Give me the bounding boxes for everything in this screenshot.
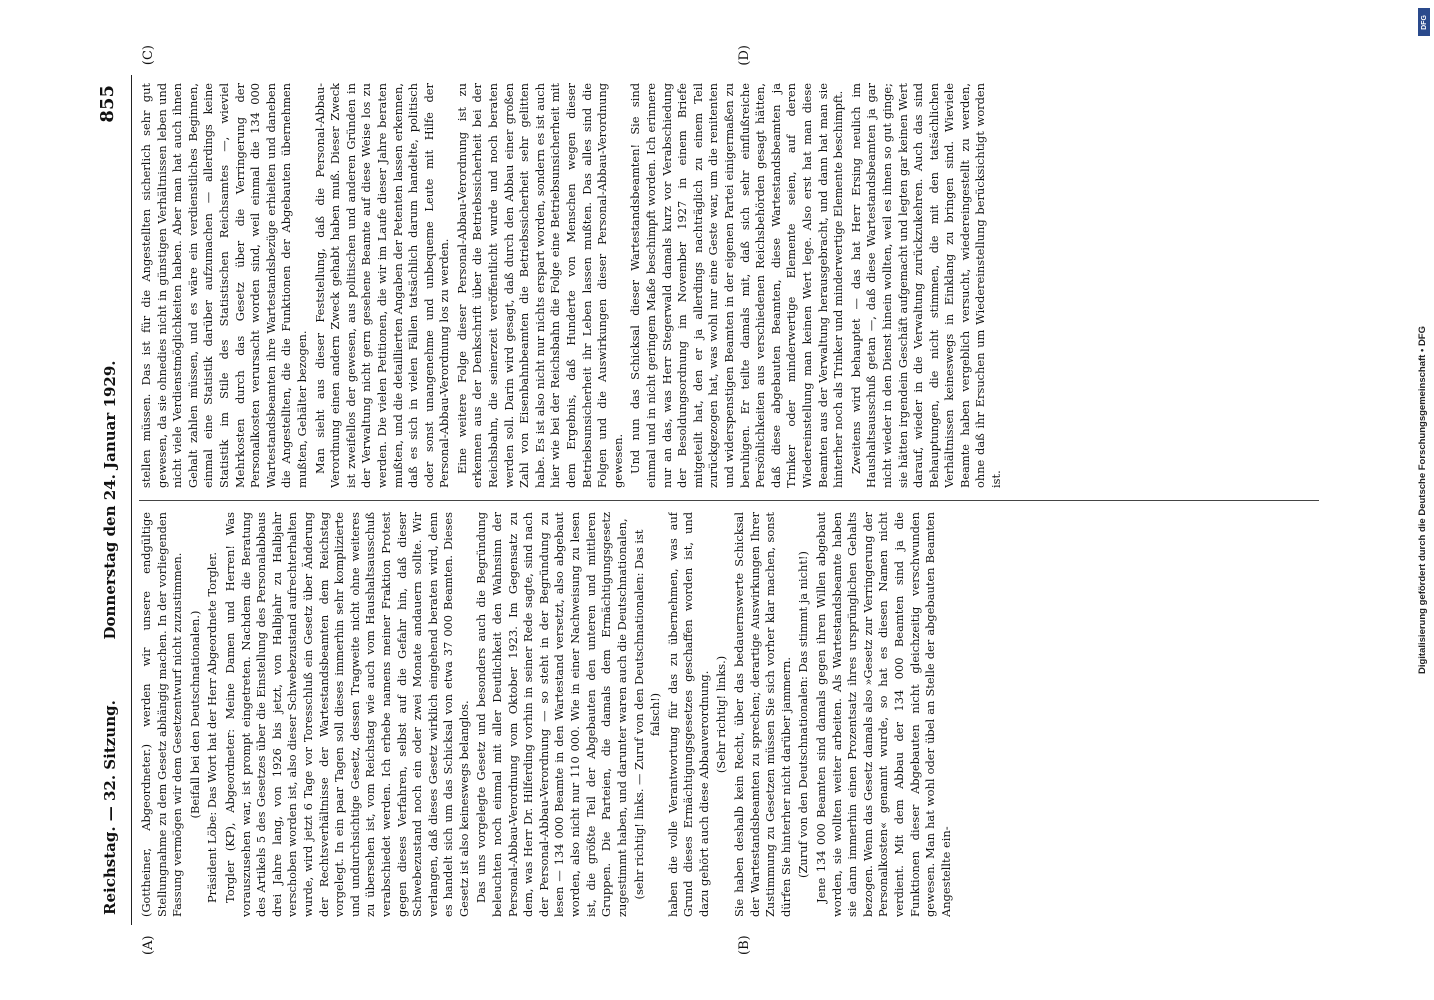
left-column — [139, 512, 1329, 917]
header-date: Donnerstag den 24. Januar 1929. — [101, 360, 119, 640]
paragraph: Man sieht aus dieser Feststellung, daß die Personal-Abbau-Verordnung einen andern Zweck gehabt haben muß. Dieser Zweck ist zweifellos der gewesen, aus politischen und anderen Gründen in der Verwaltung nicht gern gesehene Beamte auf diese Weise los zu werden. Die vielen Petitionen, die wir im Laufe dieser Jahre beraten mußten, und die detaillierten Angaben der Petenten lassen erkennen, daß es sich in vielen Fällen tatsächlich darum handelte, politisch oder sonst unangenehme und unbequeme Leute mit Hilfe der Personal-Abbau-Verordnung los zu werden. — [312, 83, 452, 488]
paragraph: Jene 134 000 Beamten sind damals gegen ihren Willen abgebaut worden, sie wollten weiter arbeiten. Als Wartestandsbeamte haben sie dann immerhin einen Prozentsatz ihres ursprünglichen Gehalts bezogen. Wenn das Gesetz damals also »Gesetz zur Verringerung der Personalkosten« genannt wurde, so hat es diesen Namen nicht verdient. Mit dem Abbau der 134 000 Beamten sind ja die Funktionen dieser Abgebauten nicht gleichzeitig verschwunden gewesen. Man hat wohl oder übel an Stelle der abgebauten Beamten Angestellte ein- — [813, 512, 953, 917]
paragraph: Eine weitere Folge dieser Personal-Abbau-Verordnung ist zu erkennen aus der Denkschrift über die Betriebssicherheit bei der Reichsbahn, die seinerzeit veröffentlicht wurde und noch beraten werden soll. Darin wird gesagt, daß durch den Abbau einer großen Zahl von Eisenbahnbeamten die Betriebssicherheit sehr gelitten habe. Es ist also nicht nur nichts erspart worden, sondern es ist auch hier wie bei der Reichsbahn die Folge eine Betriebsunsicherheit mit dem Ergebnis, daß Hunderte von Menschen wegen dieser Betriebsunsicherheit ihr Leben lassen mußten. Das alles sind die Folgen und die Auswirkungen dieser Personal-Abbau-Verordnung gewesen. — [454, 83, 625, 488]
rotated-page — [97, 45, 1337, 955]
interjection: (Zuruf von den Deutschnationalen: Das stimmt ja nicht!) — [796, 551, 811, 878]
margin-marker-a: (A) — [141, 935, 156, 955]
paragraph: (Gottheiner, Abgeordneter.) werden wir unsere endgültige Stellungnahme zu dem Gesetz abhängig machen. In der vorliegenden Fassung vermögen wir dem Gesetzentwurf nicht zuzustimmen. — [139, 512, 185, 917]
margin-marker-d: (D) — [737, 45, 752, 66]
interjection: (Beifall bei den Deutschnationalen.) — [187, 610, 202, 819]
dfg-logo-text: DFG — [1420, 14, 1428, 30]
paragraph: Sie haben deshalb kein Recht, über das bedauernswerte Schicksal der Wartestandsbeamten zu sprechen; derartige Auswirkungen Ihrer Zustimmung zu Gesetzen müssen Sie sich vorher klar machen, sonst dürfen Sie hinterher nicht darüber jammern. — [731, 512, 793, 917]
digitization-note: Digitalisierung gefördert durch die Deutsche Forschungsgemeinschaft • DFG — [1417, 325, 1428, 675]
paragraph: stellen müssen. Das ist für die Angestellten sicherlich sehr gut gewesen, da sie ohnedies nicht in günstigen Verhältnissen leben und nicht viele Verdienstmöglichkeiten haben. Aber man hat auch ihnen Gehalt zahlen müssen, und es wäre ein verdienstliches Beginnen, einmal eine Statistik darüber aufzumachen — allerdings keine Statistik im Stile des Statistischen Reichsamtes —, wieviel Mehrkosten durch das Gesetz über die Verringerung der Personalkosten verursacht worden sind, weil einmal die 134 000 Wartestandsbeamten ihre Wartestandsbezüge erhielten und daneben die Angestellten, die die Funktionen der Abgebauten übernehmen mußten, Gehälter bezogen. — [139, 83, 309, 488]
paragraph: Zweitens wird behauptet — das hat Herr Ersing neulich im Haushaltsausschuß getan —, daß diese Wartestandsbeamten ja gar nicht wieder in den Dienst hinein wollten, weil es ihnen so gut ginge; sie hätten irgendein Geschäft aufgemacht und legten gar keinen Wert darauf, wieder in die Verwaltung zurückzukehren. Auch das sind Behauptungen, die nicht stimmen, die mit den tatsächlichen Verhältnissen keineswegs in Einklang zu bringen sind. Wieviele Beamte haben vergeblich versucht, wiedereingestellt zu werden, ohne daß ihr Ersuchen um Wiedereinstellung berücksichtigt worden ist. — [848, 83, 1004, 488]
header-rule — [131, 75, 132, 925]
dfg-logo-icon — [1418, 8, 1430, 36]
interjection: (sehr richtig! links. — Zuruf von den Deutschnationalen: Das ist falsch!) — [632, 529, 662, 900]
page-number: 855 — [97, 85, 118, 123]
paragraph: Präsident Löbe: Das Wort hat der Herr Abgeordnete Torgler. — [205, 552, 220, 903]
margin-marker-c: (C) — [141, 45, 156, 66]
margin-marker-b: (B) — [737, 935, 752, 955]
paragraph: Das uns vorgelegte Gesetz und besonders auch die Begründung beleuchten noch einmal mit aller Deutlichkeit den Wahnsinn der Personal-Abbau-Verordnung vom Oktober 1923. Im Gegensatz zu dem, was Herr Dr. Hilferding vorhin in seiner Rede sagte, sind nach der Personal-Abbau-Verordnung — so steht in der Begründung zu lesen — 134 000 Beamte in den Wartestand versetzt, also abgebaut worden, also nicht nur 110 000. Wie in einer Nachweisung zu lesen ist, die größte Teil der Abgebauten den unteren und mittleren Gruppen. Die Parteien, die damals dem Ermächtigungsgesetz zugestimmt haben, und darunter waren auch die Deutschnationalen, — [474, 512, 629, 917]
right-column — [139, 83, 1329, 488]
paragraph: Und nun das Schicksal dieser Wartestandsbeamten! Sie sind einmal und in nicht geringem Maße beschimpft worden. Ich erinnere nur an das, was Herr Stegerwald damals kurz vor Verabschiedung der Besoldungsordnung im November 1927 in einem Briefe mitgeteilt hat, den er ja allerdings nachträglich zu einem Teil zurückgezogen hat, was wohl nur eine Geste war, um die renitenten und widerspenstigen Beamten in der eigenen Partei einigermaßen zu beruhigen. Er teilte damals mit, daß sich sehr einflußreiche Persönlichkeiten aus verschiedenen Reichsbehörden gesagt hätten, daß diese abgebauten Beamten, diese Wartestandsbeamten ja Trinker oder minderwertige Elemente seien, auf deren Wiedereinstellung man keinen Wert lege. Also erst hat man diese Beamten aus der Verwaltung herausgebracht, und dann hat man sie hinterher noch als Trinker und minderwertige Elemente beschimpft. — [628, 83, 846, 488]
column-separator — [139, 500, 1319, 501]
paragraph: Torgler (KP), Abgeordneter: Meine Damen und Herren! Was vorauszusehen war, ist prompt eingetreten. Nachdem die Beratung des Artikels 5 des Gesetzes über die Einstellung des Personalabbaus drei Jahre lang, von 1926 bis jetzt, von Halbjahr zu Halbjahr verschoben worden ist, also dieser Schwebezustand aufrechterhalten wurde, wird jetzt 6 Tage vor Toresschluß ein Gesetz über Änderung der Rechtsverhältnisse der Wartestandsbeamten dem Reichstag vorgelegt. In ein paar Tagen soll dieses immerhin sehr komplizierte und undurchsichtige Gesetz, dessen Tragweite nicht ohne weiteres zu übersehen ist, vom Reichstag wie auch vom Haushaltsausschuß verabschiedet werden. Ich erhebe namens meiner Fraktion Protest gegen dieses Verfahren, selbst auf die Gefahr hin, daß dieser Schwebezustand noch ein oder zwei Monate andauern sollte. Wir verlangen, daß dieses Gesetz wirklich eingehend beraten wird, denn es handelt sich um das Schicksal von etwa 37 000 Beamten. Dieses Gesetz ist also keineswegs belanglos. — [222, 512, 471, 917]
interjection: (Sehr richtig! links.) — [714, 655, 729, 774]
running-head — [97, 75, 127, 925]
header-session: Reichstag. — 32. Sitzung. — [101, 700, 119, 915]
paragraph: haben die volle Verantwortung für das zu übernehmen, was auf Grund dieses Ermächtigungsgesetzes geschaffen worden ist, und dazu gehört auch diese Abbauverordnung. — [665, 512, 711, 917]
